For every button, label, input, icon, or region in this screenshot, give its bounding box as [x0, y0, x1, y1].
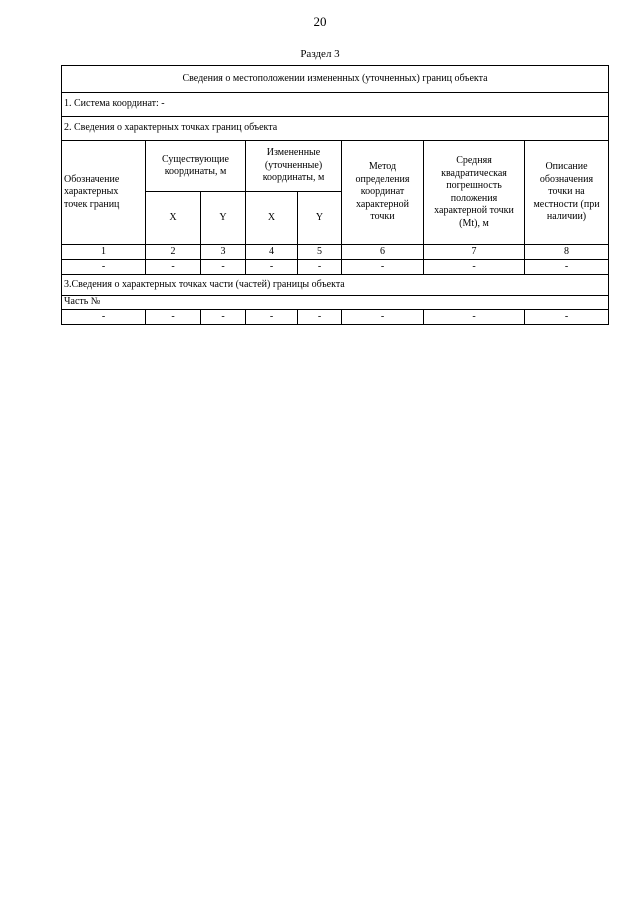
column-number: 6: [342, 245, 424, 260]
column-number: 7: [424, 245, 525, 260]
table-row: [62, 260, 609, 275]
table-cell: -: [246, 310, 298, 325]
table-cell: -: [298, 260, 342, 275]
header-description: Описание обозначения точки на местности (при наличии): [525, 141, 609, 245]
column-number: 2: [146, 245, 201, 260]
table-cell: -: [525, 260, 609, 275]
column-number: 4: [246, 245, 298, 260]
table-cell: -: [62, 260, 146, 275]
header-y-changed: Y: [298, 192, 342, 245]
boundary-points-table: [61, 65, 609, 325]
header-changed-coords: Измененные (уточненные) координаты, м: [246, 141, 342, 192]
table-cell: -: [201, 310, 246, 325]
header-existing-coords: Существующие координаты, м: [146, 141, 246, 192]
column-number: 3: [201, 245, 246, 260]
points-heading-row: 2. Сведения о характерных точках границ объекта: [62, 117, 609, 141]
header-method: Метод определения координат характерной точки: [342, 141, 424, 245]
table-cell: -: [146, 310, 201, 325]
table-cell: -: [342, 310, 424, 325]
coord-system-row: 1. Система координат: -: [62, 93, 609, 117]
table-cell: -: [201, 260, 246, 275]
table-cell: -: [424, 260, 525, 275]
header-error: Средняя квадратическая погрешность положения характерной точки (Mt), м: [424, 141, 525, 245]
column-number: 8: [525, 245, 609, 260]
column-number: 5: [298, 245, 342, 260]
part-label-row: Часть №: [62, 296, 609, 310]
column-number: 1: [62, 245, 146, 260]
header-x-changed: X: [246, 192, 298, 245]
column-number-row: [62, 245, 609, 260]
header-designation: Обозначение характерных точек границ: [62, 141, 146, 245]
table-cell: -: [342, 260, 424, 275]
header-x-existing: X: [146, 192, 201, 245]
table-cell: -: [146, 260, 201, 275]
table-cell: -: [62, 310, 146, 325]
table-title: Сведения о местоположении измененных (уточненных) границ объекта: [62, 66, 609, 93]
part-heading-row: 3.Сведения о характерных точках части (частей) границы объекта: [62, 275, 609, 296]
table-cell: -: [424, 310, 525, 325]
table-row: [62, 310, 609, 325]
table-cell: -: [246, 260, 298, 275]
page-number: 20: [313, 14, 327, 29]
table-cell: -: [525, 310, 609, 325]
table-cell: -: [298, 310, 342, 325]
section-title: Раздел 3: [300, 48, 340, 60]
header-y-existing: Y: [201, 192, 246, 245]
